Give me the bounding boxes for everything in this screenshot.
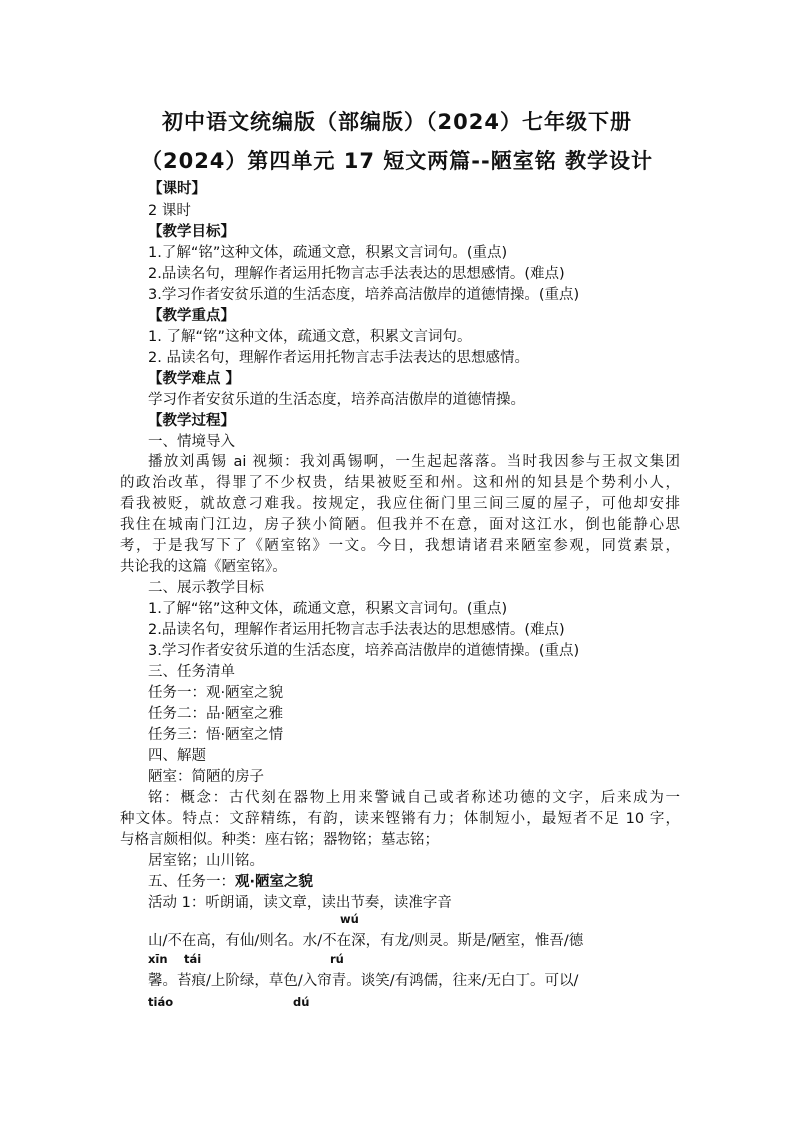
task-item: 任务三：悟·陋室之情 — [148, 727, 284, 743]
step-heading: 四、解题 — [148, 748, 206, 764]
pinyin-annotation: wú — [340, 912, 359, 926]
paragraph-line: 我住在城南门江边，房子狭小简陋。但我并不在意，面对这江水，倒也能静心思 — [120, 517, 680, 533]
key-point-item: 1. 了解“铭”这种文体，疏通文意，积累文言词句。 — [148, 329, 472, 345]
step-heading: 二、展示教学目标 — [148, 580, 264, 596]
step-heading-emphasis: 观·陋室之貌 — [235, 874, 314, 890]
step-heading: 三、任务清单 — [148, 664, 235, 680]
key-point-item: 2. 品读名句，理解作者运用托物言志手法表达的思想感情。 — [148, 350, 529, 366]
paragraph-line: 与格言颇相似。种类：座右铭；器物铭；墓志铭； — [120, 832, 439, 848]
objective-item: 1.了解“铭”这种文体，疏通文意，积累文言词句。(重点) — [148, 601, 508, 617]
paragraph-line: 共论我的这篇《陋室铭》。 — [120, 559, 287, 575]
step-heading — [148, 872, 313, 892]
objective-item: 2.品读名句，理解作者运用托物言志手法表达的思想感情。(难点) — [148, 266, 565, 282]
task-item: 任务二：品·陋室之雅 — [148, 706, 284, 722]
objectives-heading: 【教学目标】 — [148, 224, 235, 240]
class-hours-heading: 【课时】 — [148, 181, 206, 197]
objective-item: 3.学习作者安贫乐道的生活态度，培养高洁傲岸的道德情操。(重点) — [148, 287, 580, 303]
document-title-line-2: （2024）第四单元 17 短文两篇--陋室铭 教学设计 — [140, 149, 654, 173]
step-heading: 一、情境导入 — [148, 434, 235, 450]
objective-item: 3.学习作者安贫乐道的生活态度，培养高洁傲岸的道德情操。(重点) — [148, 643, 580, 659]
classical-text-line: 山/不在高，有仙/则名。水/不在深，有龙/则灵。斯是/陋室，惟吾/德 — [148, 933, 584, 949]
key-points-heading: 【教学重点】 — [148, 308, 235, 324]
activity-line: 活动 1：听朗诵，读文章，读出节奏，读准字音 — [148, 895, 452, 911]
paragraph-line: 居室铭；山川铭。 — [148, 853, 264, 869]
objective-item: 1.了解“铭”这种文体，疏通文意，积累文言词句。(重点) — [148, 245, 508, 261]
pinyin-annotation: tái — [184, 952, 202, 966]
task-item: 任务一：观·陋室之貌 — [148, 685, 284, 701]
process-heading: 【教学过程】 — [148, 413, 235, 429]
pinyin-annotation: tiáo — [148, 995, 174, 1009]
paragraph-line: 种文体。特点：文辞精练，有韵，读来铿锵有力；体制短小，最短者不足 10 字， — [120, 811, 680, 827]
definition-line: 陋室：简陋的房子 — [148, 769, 264, 785]
pinyin-annotation: xīn — [148, 952, 168, 966]
class-hours-value: 2 课时 — [148, 203, 191, 219]
paragraph-line: 考，于是我写下了《陋室铭》一文。今日，我想请诸君来陋室参观，同赏素景， — [120, 538, 680, 554]
document-title-line-1: 初中语文统编版（部编版）（2024）七年级下册 — [162, 110, 632, 134]
pinyin-annotation: dú — [293, 995, 310, 1009]
objective-item: 2.品读名句，理解作者运用托物言志手法表达的思想感情。(难点) — [148, 622, 565, 638]
paragraph-line: 的政治改革，得罪了不少权贵，结果被贬至和州。这和州的知县是个势利小人， — [120, 475, 680, 491]
paragraph-line: 播放刘禹锡 ai 视频：我刘禹锡啊，一生起起落落。当时我因参与王叔文集团 — [148, 454, 680, 470]
step-heading-prefix: 五、任务一： — [148, 874, 235, 890]
difficulty-text: 学习作者安贫乐道的生活态度，培养高洁傲岸的道德情操。 — [148, 392, 525, 408]
difficulty-heading: 【教学难点 】 — [148, 371, 241, 387]
pinyin-annotation: rú — [330, 952, 344, 966]
paragraph-line: 铭：概念：古代刻在器物上用来警诫自己或者称述功德的文字，后来成为一 — [148, 790, 680, 806]
classical-text-line: 馨。苔痕/上阶绿，草色/入帘青。谈笑/有鸿儒，往来/无白丁。可以/ — [148, 973, 579, 989]
paragraph-line: 看我被贬，就故意刁难我。按规定，我应住衙门里三间三厦的屋子，可他却安排 — [120, 496, 680, 512]
